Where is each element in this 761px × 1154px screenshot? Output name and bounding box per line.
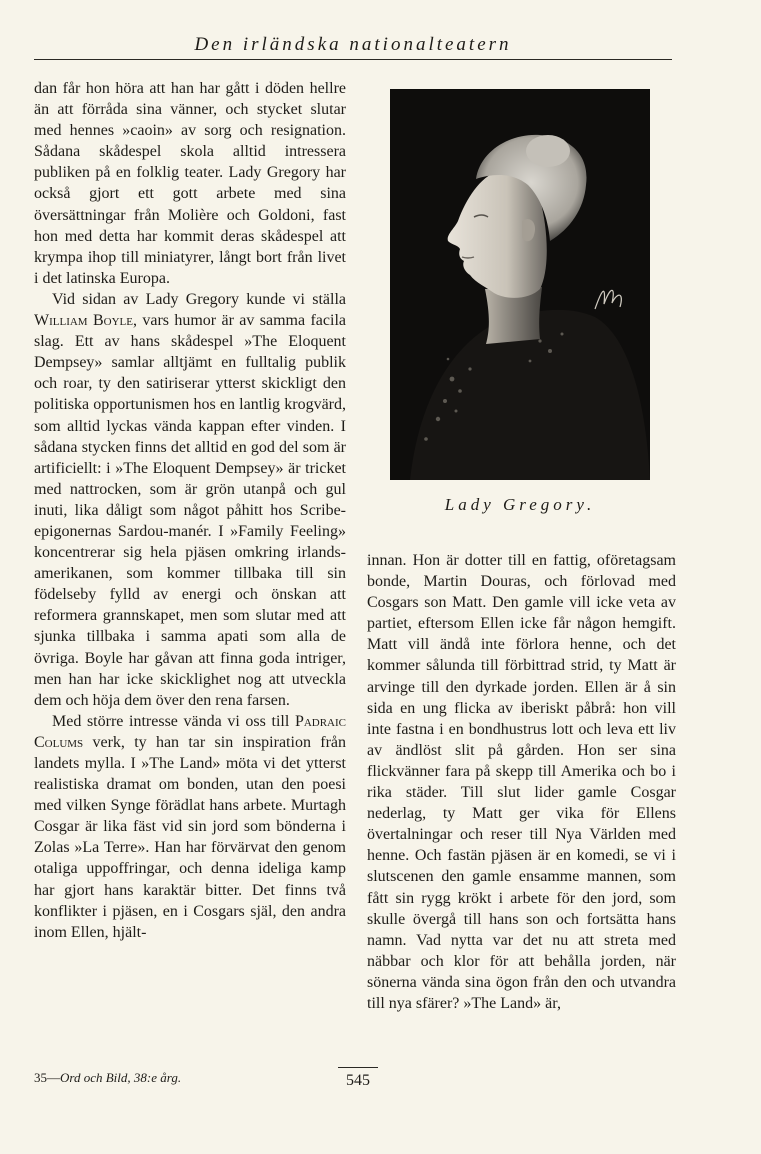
journal-name: Ord och Bild, 38:e årg. xyxy=(60,1070,182,1085)
paragraph-2 xyxy=(34,289,346,711)
paragraph-2-lead: Vid sidan av Lady Gregory kunde vi ställa xyxy=(52,290,346,308)
page-number: 545 xyxy=(346,1072,370,1089)
paragraph-3-lead: Med större intresse vända vi oss till xyxy=(52,712,290,730)
author-name-boyle: William Boyle xyxy=(34,312,133,330)
right-column-paragraph: innan. Hon är dotter till en fattig, oföretagsam bonde, Martin Douras, och förlovad med Cosgars son Matt. Den gamle vill icke veta av partiet, eftersom Ellen icke får någon hemgift. Matt vill ändå inte förlora henne, och det kommer sålunda till förbittrad strid, ty Matt är arvinge till den dyrkade jorden. Ellen är å sin sida en ung flicka av iberiskt påbrå: hon vill inte fastna i en bondhustrus lott och leva ett liv av ändlöst slit på gården. Hon ser sina flickvänner fara på skepp till Amerika och bo i rika städer. Till slut lider gamle Cosgar nederlag, ty Matt ger vika för Ellens övertalningar och reser till Nya Världen med henne. Och fastän pjäsen är en komedi, se vi i slutscenen den gamle ensamme mannen, som fått sin rygg krökt i arbete för den jord, som skulle övergå till hans son och fortsätta hans namn. Vad nytta var det nu att streta med näbbar och klor för att behålla jorden, när sönerna vända sina ögon från den och utvandra till nya sfärer? »The Land» är, xyxy=(367,552,676,1012)
paragraph-3 xyxy=(34,711,346,943)
paragraph-1: dan får hon höra att han har gått i döden hellre än att förråda sina vänner, och stycket slutar med hennes »caoin» av sorg och resignation. Sådana skådespel skola alltid intressera publiken på en folklig teater. Lady Gregory har också gjort ett gott arbete med sina översättningar från Molière och Goldoni, fast hon med detta har kommit deras skådespel att krympa ihop till miniatyrer, långt bort från livet i det latinska Europa. xyxy=(34,80,346,287)
right-text-column xyxy=(367,550,676,1014)
figure-caption: Lady Gregory. xyxy=(444,495,596,514)
paragraph-3-body: verk, ty han tar sin inspiration från landets mylla. I »The Land» möta vi det ytterst realistiska dramat om bonden, utan den poesi med vilken Synge förädlat hans arbete. Murtagh Cosgar är lika fäst vid sin jord som bönderna i Zolas »La Terre». Han har förvärvat den genom otaliga uppoffringar, och denna ideliga kamp har gjort hans karaktär bitter. Det finns två konflikter i pjäsen, en i Cosgars själ, den andra inom Ellen, hjält- xyxy=(34,733,346,941)
header-rule xyxy=(34,59,672,60)
portrait-illustration xyxy=(390,89,650,480)
portrait-photo xyxy=(390,89,650,480)
left-text-column xyxy=(34,78,346,943)
signature-number: 35— xyxy=(34,1070,60,1085)
journal-signature xyxy=(34,1070,181,1086)
page-number-rule xyxy=(338,1067,378,1068)
author-name-colum: Padraic Colums xyxy=(34,712,347,751)
running-header: Den irländska nationalteatern xyxy=(194,34,512,55)
paragraph-2-body: , vars humor är av samma facila slag. Ett av hans skådespel »The Eloquent Dempsey» samlar alltjämt en fulltalig publik och roar, ty den satiriserar ytterst skickligt den politiska opportunismen hos en lantlig krogvärd, som alltid lyckas vända kappan efter vinden. I sådana stycken finns det alltid en god del som är artificiellt: i »The Eloquent Dempsey» är tricket med nattrocken, som är grön utanpå och gul inuti, lika dåligt som något påhitt hos Scribe-epigonernas Sardou-manér. I »Family Feeling» koncentrerar sig hela pjäsen omkring irlands-amerikanen, som kommer tillbaka till sin födelseby fylld av energi och önskan att reformera grannskapet, men som slutar med att sjunka tillbaka i samma apati som alla de övriga. Boyle har gåvan att finna goda intriger, men han har icke skicklighet nog att utveckla dem och höja dem över den rena farsen. xyxy=(34,312,346,709)
